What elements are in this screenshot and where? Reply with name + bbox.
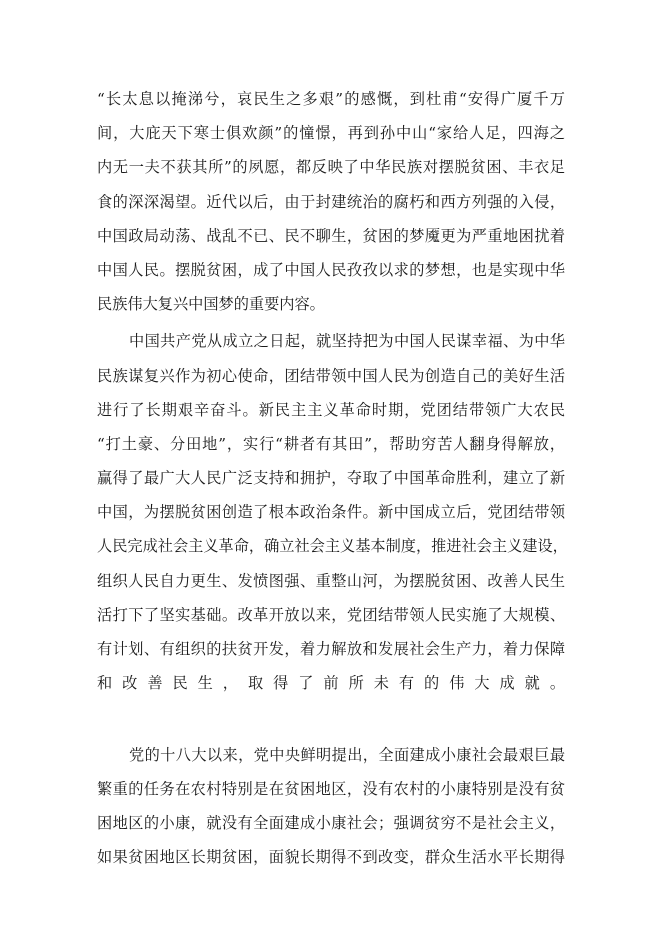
text-line: 和改善民生，取得了前所未有的伟大成就。 (97, 674, 565, 693)
paragraph-2 (97, 324, 568, 734)
text-line: 赢得了最广大人民广泛支持和拥护，夺取了中国革命胜利，建立了新 (97, 469, 565, 488)
text-line: 党的十八大以来，党中央鲜明提出，全面建成小康社会最艰巨最 (129, 745, 565, 764)
text-line: 民族伟大复兴中国梦的重要内容。 (97, 295, 325, 314)
text-line: 间，大庇天下寒士俱欢颜”的憧憬，再到孙中山“家给人足，四海之 (97, 124, 565, 143)
text-line: 中国共产党从成立之日起，就坚持把为中国人民谋幸福、为中华 (129, 332, 565, 351)
text-line: 繁重的任务在农村特别是在贫困地区，没有农村的小康特别是没有贫 (97, 779, 565, 798)
text-line: 组织人民自力更生、发愤图强、重整山河，为摆脱贫困、改善人民生 (97, 571, 565, 590)
text-line: 食的深深渴望。近代以后，由于封建统治的腐朽和西方列强的入侵， (97, 192, 565, 211)
text-line: “打土豪、分田地”，实行“耕者有其田”，帮助穷苦人翻身得解放， (97, 434, 565, 453)
text-line: 有计划、有组织的扶贫开发，着力解放和发展社会生产力，着力保障 (97, 640, 565, 658)
text-line: 人民完成社会主义革命，确立社会主义基本制度，推进社会主义建设， (97, 537, 568, 556)
text-line: 中国政局动荡、战乱不已、民不聊生，贫困的梦魇更为严重地困扰着 (97, 226, 565, 245)
document-body (97, 82, 568, 874)
text-line: 中国，为摆脱贫困创造了根本政治条件。新中国成立后，党团结带领 (97, 503, 565, 522)
text-line (97, 700, 565, 734)
text-line: 中国人民。摆脱贫困，成了中国人民孜孜以求的梦想，也是实现中华 (97, 260, 565, 279)
text-line: 困地区的小康，就没有全面建成小康社会；强调贫穷不是社会主义， (97, 813, 565, 832)
paragraph-3 (97, 738, 565, 875)
text-line: “长太息以掩涕兮，哀民生之多艰”的感慨，到杜甫“安得广厦千万 (97, 90, 565, 108)
paragraph-1 (97, 82, 565, 321)
text-line: 民族谋复兴作为初心使命，团结带领中国人民为创造自己的美好生活 (97, 366, 565, 385)
text-line: 活打下了坚实基础。改革开放以来，党团结带领人民实施了大规模、 (97, 605, 565, 624)
text-line: 进行了长期艰辛奋斗。新民主主义革命时期，党团结带领广大农民 (97, 400, 565, 419)
text-line: 内无一夫不获其所”的夙愿，都反映了中华民族对摆脱贫困、丰衣足 (97, 158, 565, 177)
text-line: 如果贫困地区长期贫困，面貌长期得不到改变，群众生活水平长期得 (97, 848, 565, 867)
